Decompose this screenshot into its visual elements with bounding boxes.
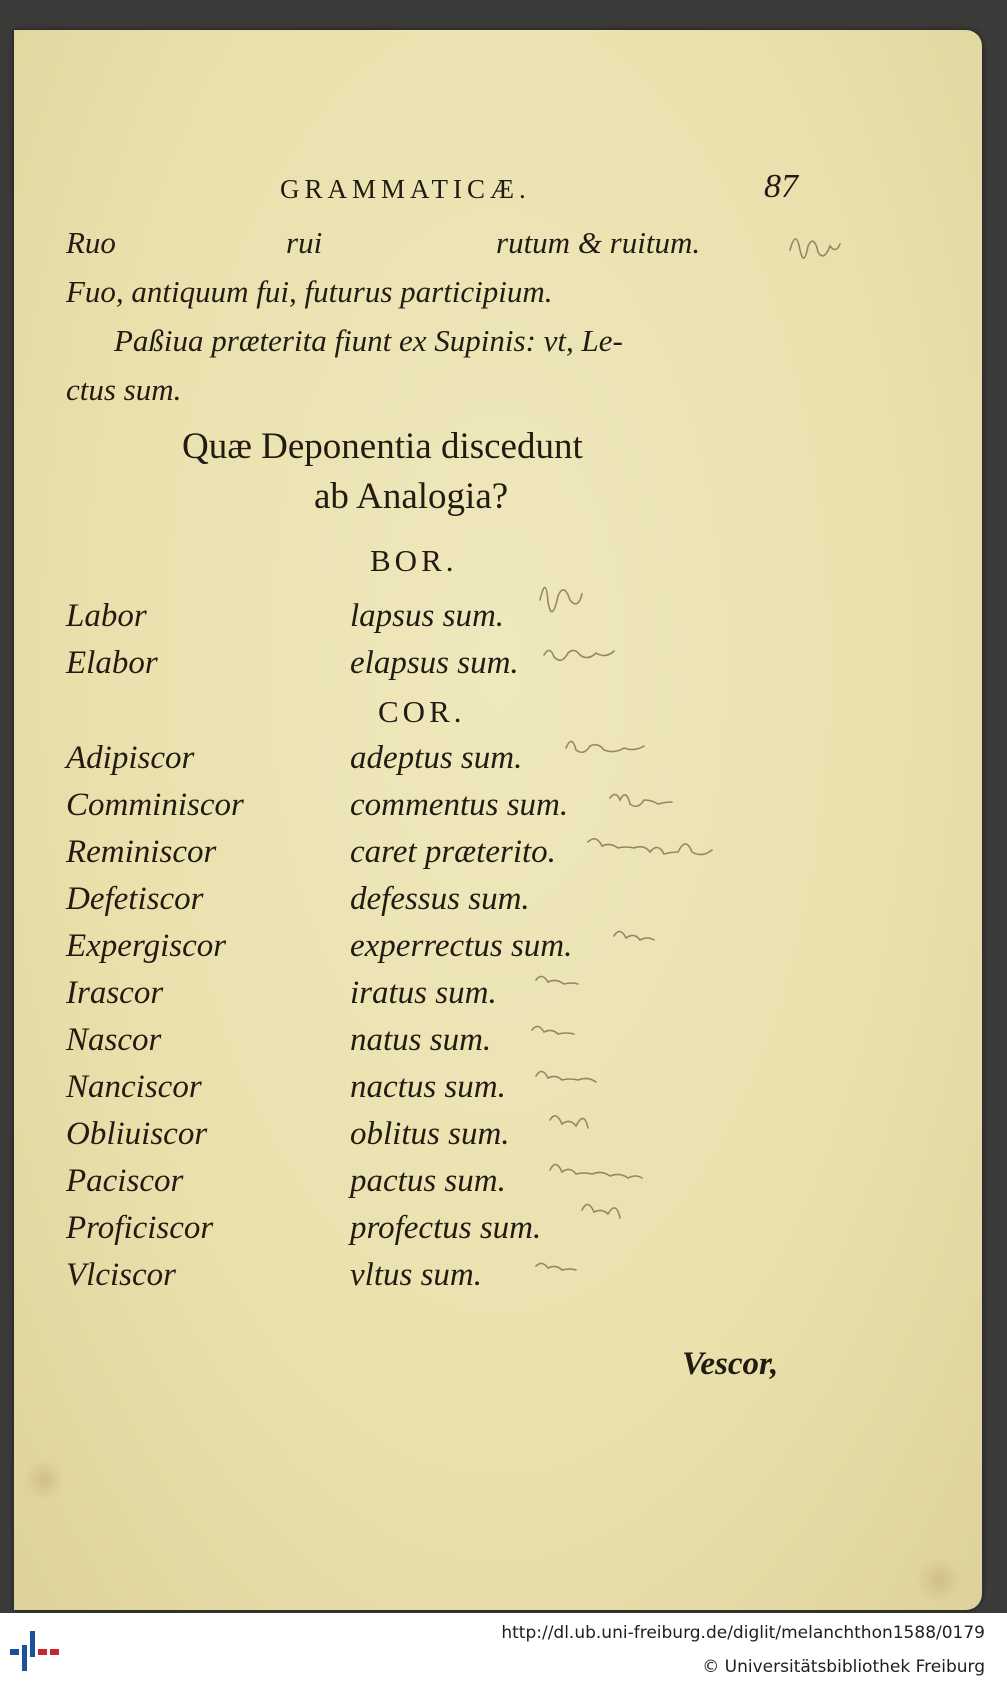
form-elabor: elapsus sum. xyxy=(350,645,519,681)
page-number: 87 xyxy=(764,168,798,205)
lemma-nascor: Nascor xyxy=(66,1022,162,1058)
lemma-defetiscor: Defetiscor xyxy=(66,881,204,917)
lemma-comminiscor: Comminiscor xyxy=(66,787,244,823)
form-paciscor: pactus sum. xyxy=(350,1163,506,1199)
lemma-labor: Labor xyxy=(66,598,147,634)
lemma-paciscor: Paciscor xyxy=(66,1163,184,1199)
ruo-lemma: Ruo xyxy=(66,225,116,260)
lemma-adipiscor: Adipiscor xyxy=(66,740,195,776)
library-logo-icon xyxy=(10,1627,60,1673)
subsection-bor: BOR. xyxy=(370,543,458,578)
text-line-ruo-supine xyxy=(496,225,700,261)
form-obliuiscor: oblitus sum. xyxy=(350,1116,510,1152)
text-line-passiua: Paßiua præterita fiunt ex Supinis: vt, Le- xyxy=(114,323,623,358)
text-line-ctus: ctus sum. xyxy=(66,372,182,407)
text-line-ruo xyxy=(66,225,116,261)
lemma-nanciscor: Nanciscor xyxy=(66,1069,202,1105)
form-expergiscor: experrectus sum. xyxy=(350,928,573,964)
form-nascor: natus sum. xyxy=(350,1022,492,1058)
lemma-reminiscor: Reminiscor xyxy=(66,834,217,870)
form-labor: lapsus sum. xyxy=(350,598,505,634)
ruo-perfect: rui xyxy=(286,225,323,260)
book-page xyxy=(14,30,982,1610)
lemma-irascor: Irascor xyxy=(66,975,164,1011)
form-comminiscor: commentus sum. xyxy=(350,787,569,823)
subsection-cor: COR. xyxy=(378,694,466,729)
paper-stain xyxy=(914,1560,964,1600)
running-head: GRAMMATICÆ. xyxy=(280,174,531,204)
lemma-expergiscor: Expergiscor xyxy=(66,928,227,964)
section-heading-line2: ab Analogia? xyxy=(314,476,509,517)
lemma-obliuiscor: Obliuiscor xyxy=(66,1116,208,1152)
lemma-vlciscor: Vlciscor xyxy=(66,1257,176,1293)
form-adipiscor: adeptus sum. xyxy=(350,740,523,776)
form-irascor: iratus sum. xyxy=(350,975,497,1011)
catchword: Vescor, xyxy=(682,1346,779,1382)
lemma-elabor: Elabor xyxy=(66,645,158,681)
copyright-notice: © Universitätsbibliothek Freiburg xyxy=(702,1657,985,1677)
form-nanciscor: nactus sum. xyxy=(350,1069,506,1105)
lemma-proficiscor: Proficiscor xyxy=(66,1210,214,1246)
text-line-ruo-perfect xyxy=(286,225,322,261)
form-proficiscor: profectus sum. xyxy=(350,1210,542,1246)
footer-bar xyxy=(0,1613,1007,1686)
paper-stain xyxy=(24,1460,64,1500)
text-line-fuo: Fuo, antiquum fui, futurus participium. xyxy=(66,274,553,309)
section-heading-line1: Quæ Deponentia discedunt xyxy=(182,426,583,467)
ruo-supine: rutum & ruitum. xyxy=(496,225,701,260)
form-defetiscor: defessus sum. xyxy=(350,881,530,917)
form-vlciscor: vltus sum. xyxy=(350,1257,482,1293)
form-reminiscor: caret præterito. xyxy=(350,834,556,870)
source-url[interactable]: http://dl.ub.uni-freiburg.de/diglit/melanchthon1588/0179 xyxy=(501,1623,985,1643)
